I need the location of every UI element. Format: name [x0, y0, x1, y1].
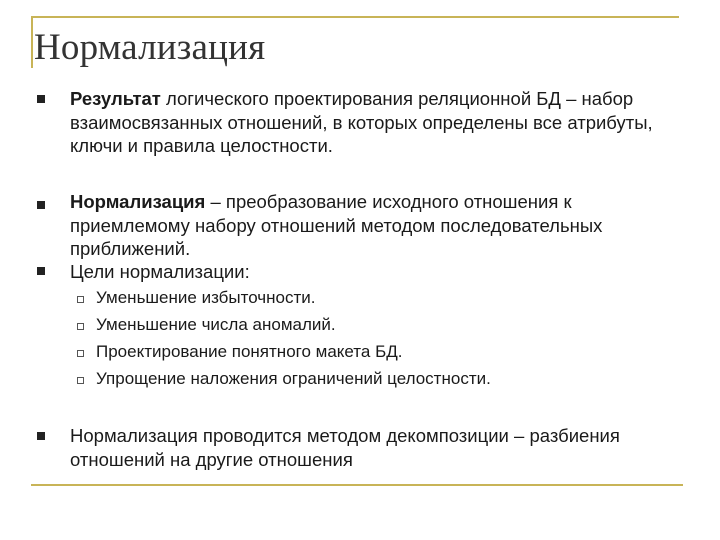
list-item-decomposition: Нормализация проводится методом декомпозиции – разбиения отношений на другие отношения [70, 425, 620, 470]
bullet-icon [37, 432, 45, 440]
term-result: Результат [70, 88, 161, 109]
bullet-icon [37, 201, 45, 209]
bottom-rule [31, 484, 683, 486]
checkbox-bullet-icon [77, 296, 84, 303]
list-item-goals: Цели нормализации: [70, 261, 250, 282]
goal-item: Упрощение наложения ограничений целостности. [96, 369, 491, 388]
list-item-normalization [70, 190, 690, 261]
definition-result: логического проектирования реляционной БД – набор взаимосвязанных отношений, в которых определены все атрибуты, ключи и правила целостности. [70, 88, 653, 156]
bullet-icon [37, 95, 45, 103]
checkbox-bullet-icon [77, 377, 84, 384]
bullet-icon [37, 267, 45, 275]
slide-title: Нормализация [34, 27, 266, 68]
left-rule [31, 16, 33, 68]
term-normalization: Нормализация [70, 191, 206, 212]
list-item-result [70, 87, 670, 158]
top-rule [31, 16, 679, 18]
checkbox-bullet-icon [77, 323, 84, 330]
checkbox-bullet-icon [77, 350, 84, 357]
goal-item: Проектирование понятного макета БД. [96, 342, 403, 361]
goal-item: Уменьшение избыточности. [96, 288, 316, 307]
goal-item: Уменьшение числа аномалий. [96, 315, 336, 334]
definition-normalization: – преобразование исходного отношения к приемлемому набору отношений методом последовательных приближений. [70, 191, 603, 259]
